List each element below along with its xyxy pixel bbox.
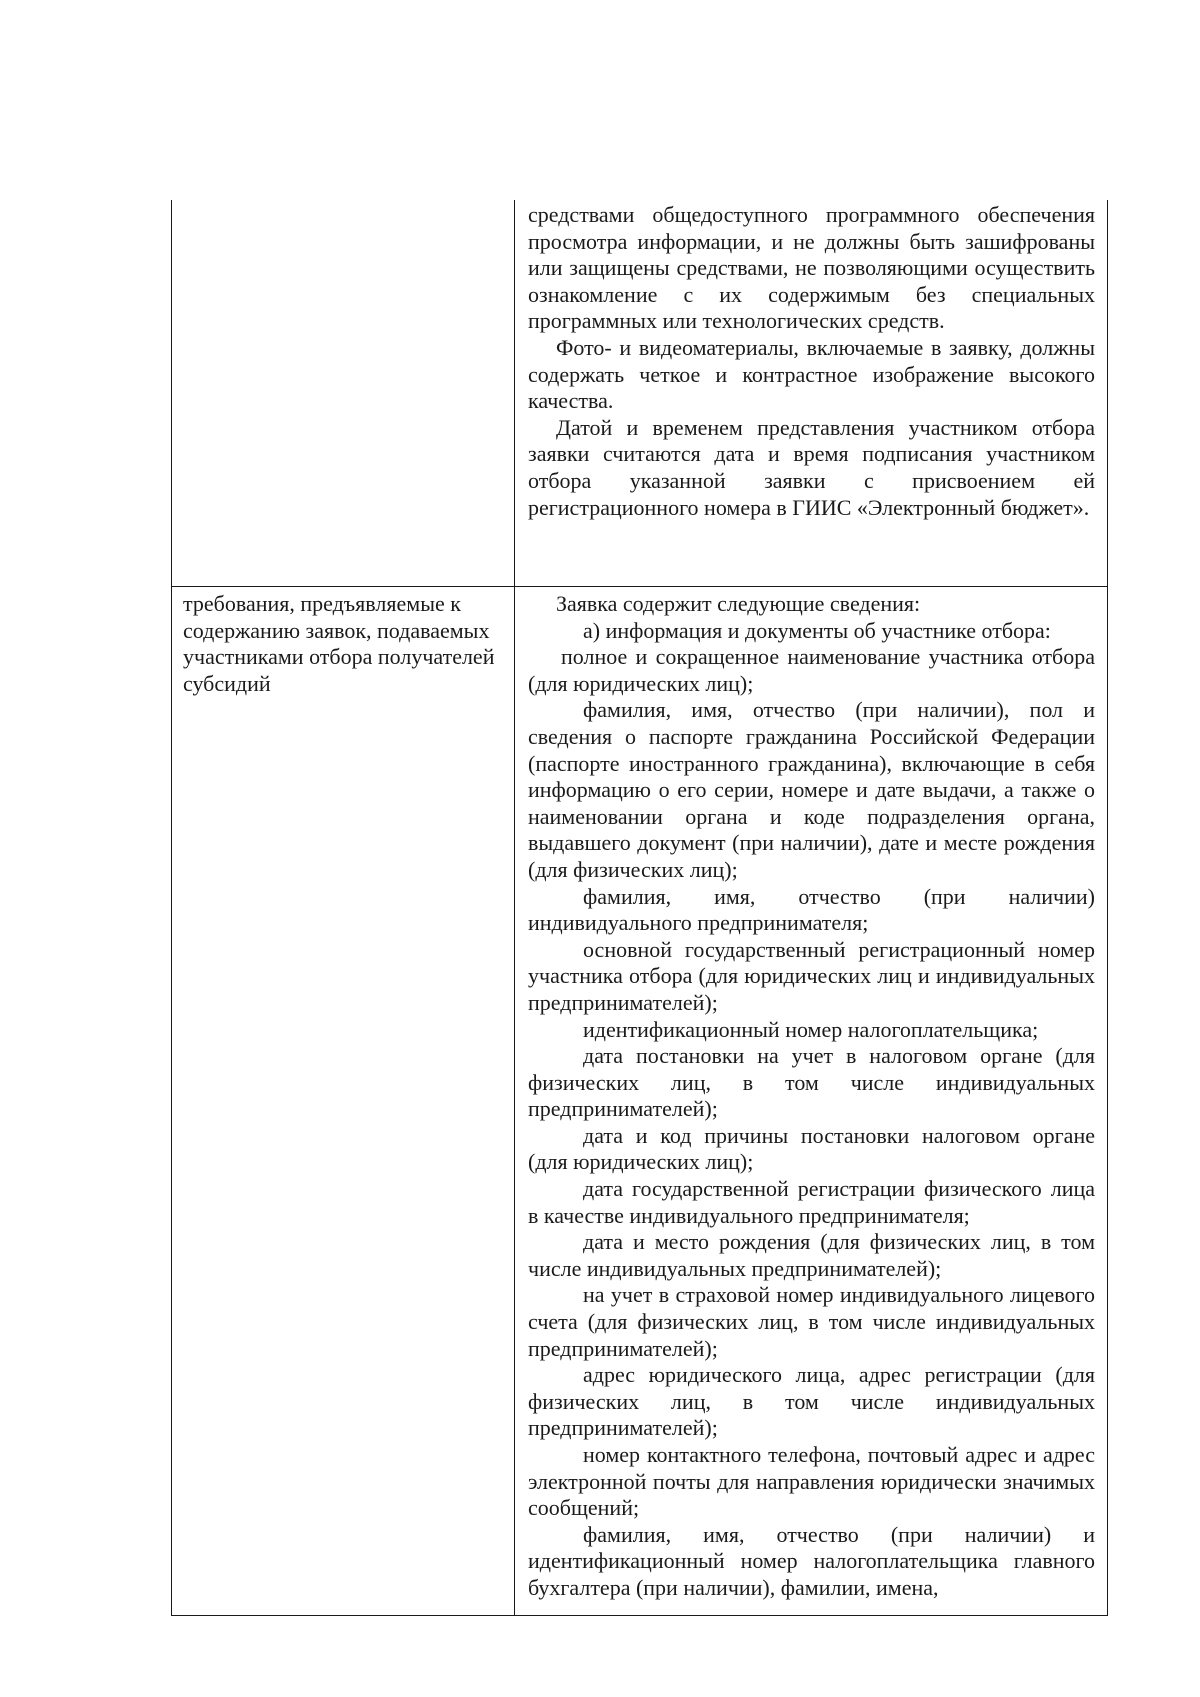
paragraph: номер контактного телефона, почтовый адрес и адрес электронной почты для направления юридически значимых сообщений; <box>528 1442 1095 1521</box>
paragraph: фамилия, имя, отчество (при наличии) индивидуального предпринимателя; <box>528 883 1095 936</box>
paragraph: дата постановки на учет в налоговом органе (для физических лиц, в том числе индивидуальных предпринимателей); <box>528 1043 1095 1122</box>
paragraph: дата и код причины постановки налоговом органе (для юридических лиц); <box>528 1122 1095 1175</box>
row-label: требования, предъявляемые к содержанию заявок, подаваемых участниками отбора получателей субсидий <box>172 587 515 1616</box>
table-cell-text <box>515 587 1108 1616</box>
table-cell-text <box>515 200 1108 587</box>
paragraph: дата и место рождения (для физических лиц, в том числе индивидуальных предпринимателей); <box>528 1229 1095 1281</box>
paragraph: Датой и временем представления участником отбора заявки считаются дата и время подписания участником отбора указанной заявки с присвоением ей регистрационного номера в ГИИС «Электронный бюджет». <box>528 414 1095 520</box>
paragraph: основной государственный регистрационный номер участника отбора (для юридических лиц и индивидуальных предпринимателей); <box>528 936 1095 1015</box>
paragraph: Фото- и видеоматериалы, включаемые в заявку, должны содержать четкое и контрастное изображение высокого качества. <box>528 334 1095 414</box>
paragraph: полное и сокращенное наименование участника отбора (для юридических лиц); <box>528 644 1095 696</box>
paragraph: на учет в страховой номер индивидуального лицевого счета (для физических лиц, в том числе индивидуальных предпринимателей); <box>528 1282 1095 1361</box>
table-cell-empty <box>172 200 515 587</box>
paragraph: средствами общедоступного программного обеспечения просмотра информации, и не должны быть зашифрованы или защищены средствами, не позволяющими осуществить ознакомление с их содержимым без специальных программных или технологических средств. <box>528 202 1095 334</box>
paragraph: дата государственной регистрации физического лица в качестве индивидуального предпринимателя; <box>528 1176 1095 1228</box>
paragraph: фамилия, имя, отчество (при наличии), пол и сведения о паспорте гражданина Российской Федерации (паспорте иностранного гражданина), включающие в себя информацию о его серии, номере и дате выдачи, а также о наименовании органа и коде подразделения органа, выдавшего документ (при наличии), дате и месте рождения (для физических лиц); <box>528 697 1095 882</box>
paragraph: идентификационный номер налогоплательщика; <box>583 1016 1039 1042</box>
paragraph: фамилия, имя, отчество (при наличии) и идентификационный номер налогоплательщика главного бухгалтера (при наличии), фамилии, имена, <box>528 1521 1095 1600</box>
table-row-application-requirements <box>172 587 1108 1616</box>
table-row-continuation <box>172 200 1108 587</box>
paragraph: а) информация и документы об участнике отбора: <box>583 617 1051 643</box>
paragraph: адрес юридического лица, адрес регистрации (для физических лиц, в том числе индивидуальных предпринимателей); <box>528 1362 1095 1441</box>
requirements-table <box>171 200 1108 1616</box>
paragraph: Заявка содержит следующие сведения: <box>556 591 921 616</box>
document-page <box>171 200 1107 1616</box>
